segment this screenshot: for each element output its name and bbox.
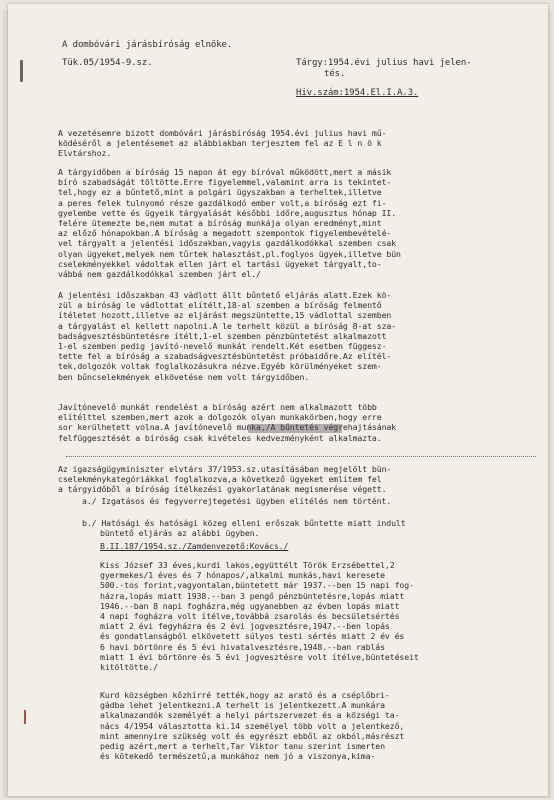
document-page — [8, 4, 548, 796]
subject-line-1: Tárgy:1954.évi julius havi jelen- — [296, 58, 472, 68]
text-line: nács 4/1954 választotta ki.14 személyel több volt a jelentkező, — [100, 720, 405, 731]
case-reference: B.II.187/1954.sz./Zamdenvezető:Kovács./ — [100, 541, 289, 551]
office-title: A dombóvári járásbíróság elnöke. — [62, 40, 233, 50]
overtyped-strikeout — [248, 424, 342, 433]
text-line: 6 havi börtönre és 5 évi hivatalvesztésre,1948.--ban rablás — [100, 641, 385, 652]
text-line: Elvtárshoz. — [58, 148, 112, 159]
text-line: és gondatlanságból elkövetett súlyos testi sértés miatt 2 év és — [100, 631, 405, 642]
text-line: 500.-tos forint,vagyontalan,büntetett már 1937.--ben 15 napi fog- — [100, 580, 414, 591]
text-line: miatt 2 évi fegyházra és 2 évi jogvesztésre,1947.--ben lopás — [100, 621, 390, 632]
text-line: Az igazságügyminiszter elvtárs 37/1953.sz.utasításában megjelölt bün- — [58, 464, 392, 474]
binding-clip-mark — [20, 60, 23, 82]
official-number: Hiv.szám:1954.El.I.A.3. — [296, 88, 419, 98]
red-margin-mark — [24, 710, 26, 724]
text-line: ítéletet hozott,illetve az eljárást megszüntette,15 vádlottal szemben — [58, 310, 392, 321]
text-line: az előző hónapokban.A bíróság a megadott szempontok figyelembevételé- — [58, 228, 392, 239]
section-divider — [66, 456, 536, 457]
text-line: zül a bíróság le vádlottat elítélt,18-al szemben a bíróság felmentő — [58, 300, 382, 311]
text-line: és kötekedő természetű,a munkához nem jó a viszonya,kima- — [100, 751, 376, 762]
text-line: tette fel a bíróság a szabadságvesztésbüntetést próbaidőre.Az elítél- — [58, 351, 392, 362]
text-line: kitöltötte./ — [100, 662, 158, 673]
item-a: a./ Izgatásos és fegyverrejtegetési ügyben elítélés nem történt. — [82, 496, 392, 506]
text-line: bíró szabadságát töltötte.Erre figyelemmel,valamint arra is tekintet- — [58, 177, 392, 188]
text-line: felfüggesztését a bíróság csak kivételes kedvezményként alkalmazta. — [58, 432, 382, 443]
paragraph-court-activity — [58, 167, 540, 279]
text-line: Kiss József 33 éves,kurdi lakos,együttélt Török Erzsébettel,2 — [100, 560, 395, 570]
case-description — [100, 560, 540, 672]
text-line: 4 napi fogházra volt ítélve,továbbá zsarolás és becsületsértés — [100, 611, 400, 622]
text-line: házra,lopás miatt 1938.--ban 3 pengő pénzbüntetésre,lopás miatt — [100, 590, 405, 601]
text-line: gyermekes/1 éves és 7 hónapos/,alkalmi munkás,havi keresete — [100, 570, 385, 581]
text-line: sor kerülhetett volna.A javítónevelő munka,/A bűntetés végrehajtásának — [58, 422, 397, 433]
paragraph-minister-instruction — [58, 464, 540, 495]
text-line: a peres felek tulnyomó része gazdálkodó ember volt,a bíróság ezt fi- — [58, 197, 387, 208]
intro-paragraph — [58, 128, 540, 159]
text-line: b./ Hatósági és hatósági közeg elleni erőszak bűntette miatt indult — [82, 518, 406, 528]
text-line: A jelentési időszakban 43 vádlott állt bűntető eljárás alatt.Ezek kö- — [58, 290, 392, 300]
text-line: a tárgyalást el kellett napolni.A le terhelt közül a bíróság 8-at sza- — [58, 320, 397, 331]
text-line: A tárgyidőben a bíróság 15 napon át egy bíróval működött,mert a másik — [58, 167, 392, 177]
text-line: gádba lehet jelentkezni.A terhelt is jelentkezett.A munkára — [100, 700, 385, 711]
text-line: Kurd községben kőzhírré tették,hogy az arató és a cséplőbri- — [100, 690, 390, 700]
text-line: tek,dolgozók voltak foglalkozásukra nézve.Egyéb körülményeket szem- — [58, 361, 382, 372]
text-line: ködéséről a jelentésemet az alábbiakban terjesztem fel az E l n ö k — [58, 138, 382, 149]
subject-line-2: tés. — [324, 69, 346, 79]
text-line: badságvesztésbüntetésre ítélt,1-el szemben pénzbüntetést alkalmazott — [58, 330, 387, 341]
text-line: tel,hogy ez a bűntető,mint a polgári ügyszakban a terheltek,illetve — [58, 187, 382, 198]
text-line: cselekménykategóriákkal foglalkozva,a következő ügyeket említem fel — [58, 474, 382, 485]
text-line: olyan ügyeket,melyek nem tűrtek halasztást,pl.foglyos ügyek,illetve bün — [58, 248, 401, 259]
text-line: ben bűncselekmények elkövetése nem volt tárgyidőben. — [58, 371, 310, 382]
text-line: miatt 1 évi börtönre és 5 évi jogvesztésre volt ítélve,büntetéseit — [100, 651, 419, 662]
text-line: felére ütemezte be,nem mutat a bíróság munkája olyan eredményt,mint — [58, 218, 382, 229]
text-line: 1946.--ban 8 napi fogházra,még ugyanebben az évben lopás miatt — [100, 600, 400, 611]
paragraph-criminal-cases — [58, 290, 540, 382]
text-line: alkalmazandók személyét a helyi pártszervezet és a községi ta- — [100, 710, 400, 721]
paragraph-corrective-labor — [58, 402, 540, 443]
closing-paragraph — [100, 690, 540, 761]
text-line: büntető eljárás az alábbi ügyben. — [100, 528, 260, 539]
text-line: a tárgyidőből a bíróság ítélkezési gyakorlatának megismerése végett. — [58, 484, 387, 495]
reference-number: Tük.05/1954-9.sz. — [62, 58, 153, 68]
text-line: 1-el szemben pedig javító-nevelő munkát rendelt.Két esetben függesz- — [58, 341, 387, 352]
text-line: cselekményekkel vádoltak ellen járt el tartási ügyeket tárgyalt,to- — [58, 258, 382, 269]
text-line: Javítónevelő munkát rendelést a bíróság azért nem alkalmazott több — [58, 402, 377, 412]
text-line: pedig azért,mert a terhelt,Tar Viktor tanu szerint ismerten — [100, 741, 385, 752]
text-line: vel tárgyalt a jelentési időszakban,vagyis gazdálkodókkal szemben csak — [58, 238, 397, 249]
text-line: gyelembe vette és ügyeik tárgyalását későbbi időre,augusztus hónap II. — [58, 207, 397, 218]
text-line: elítélttel szemben,mert azok a dolgozók olyan munkakörben,hogy erre — [58, 412, 382, 423]
item-b — [82, 518, 542, 538]
text-line: A vezetésemre bizott dombóvári járásbíróság 1954.évi julius havi mű- — [58, 128, 387, 138]
text-line: mint amennyire szükség volt és egyrészt ebből az okból,másrészt — [100, 730, 405, 741]
text-line: vábbá nem gazdálkodókkal szemben járt el./ — [58, 269, 261, 280]
